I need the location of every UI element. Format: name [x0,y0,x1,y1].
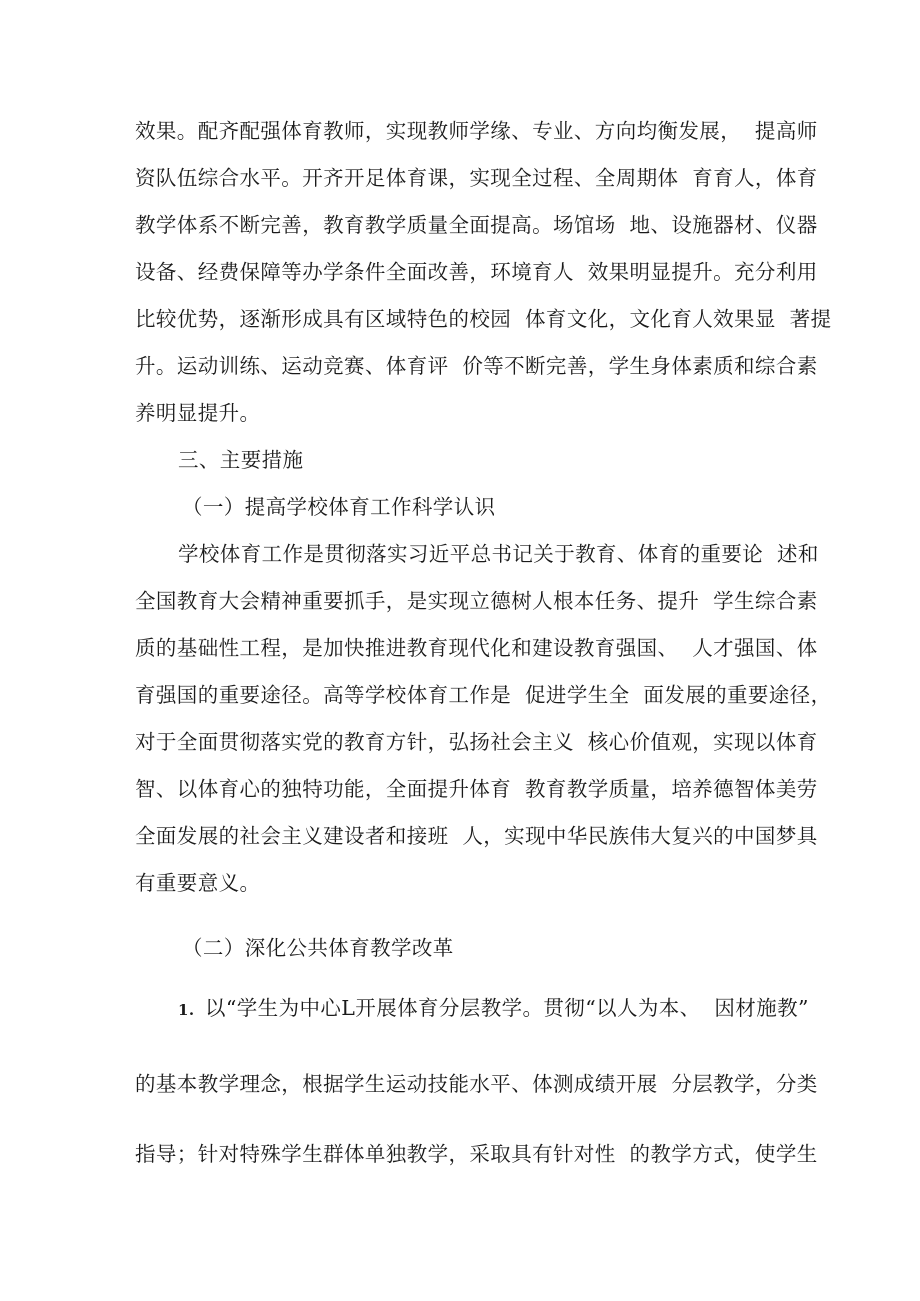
item-number: 1. [178,1001,195,1019]
paragraph-1-line-3: 教学体系不断完善，教育教学质量全面提高。场馆场 地、设施器材、仪器 [135,213,818,237]
subsection-2-line-3: 指导；针对特殊学生群体单独教学，采取具有针对性 的教学方式，使学生 [135,1142,818,1166]
subsection-1-line-5: 对于全面贯彻落实党的教育方针，弘扬社会主义 核心价值观，实现以体育 [135,730,818,754]
subsection-1-line-8: 有重要意义。 [135,871,261,895]
paragraph-1-line-5: 比较优势，逐渐形成具有区域特色的校园 体育文化，文化育人效果显 著提 [135,307,832,331]
paragraph-1-line-7: 养明显提升。 [135,401,261,425]
subsection-2-line-2: 的基本教学理念，根据学生运动技能水平、体测成绩开展 分层教学，分类 [135,1072,818,1096]
subsection-2-heading: （二）深化公共体育教学改革 [182,936,454,960]
section-heading: 三、主要措施 [178,448,304,472]
subsection-1-line-3: 质的基础性工程，是加快推进教育现代化和建设教育强国、 人才强国、体 [135,636,818,660]
subsection-1-line-7: 全面发展的社会主义建设者和接班 人，实现中华民族伟大复兴的中国梦具 [135,824,818,848]
subsection-1-line-2: 全国教育大会精神重要抓手，是实现立德树人根本任务、提升 学生综合素 [135,589,818,613]
paragraph-1-line-2: 资队伍综合水平。开齐开足体育课，实现全过程、全周期体 育育人，体育 [135,166,818,190]
subsection-1-line-4: 育强国的重要途径。高等学校体育工作是 促进学生全 面发展的重要途径， [135,683,832,707]
paragraph-1-line-1: 效果。配齐配强体育教师，实现教师学缘、专业、方向均衡发展， 提高师 [135,119,818,143]
subsection-1-heading: （一）提高学校体育工作科学认识 [182,495,496,519]
subsection-1-line-1: 学校体育工作是贯彻落实习近平总书记关于教育、体育的重要论 述和 [178,542,819,566]
paragraph-1-line-6: 升。运动训练、运动竞赛、体育评 价等不断完善，学生身体素质和综合素 [135,354,818,378]
paragraph-1-line-4: 设备、经费保障等办学条件全面改善，环境育人 效果明显提升。充分利用 [135,260,818,284]
subsection-2-line-1: 以“学生为中心L开展体育分层教学。贯彻“以人为本、 因材施教” [205,996,809,1020]
subsection-1-line-6: 智、以体育心的独特功能，全面提升体育 教育教学质量，培养德智体美劳 [135,777,818,801]
